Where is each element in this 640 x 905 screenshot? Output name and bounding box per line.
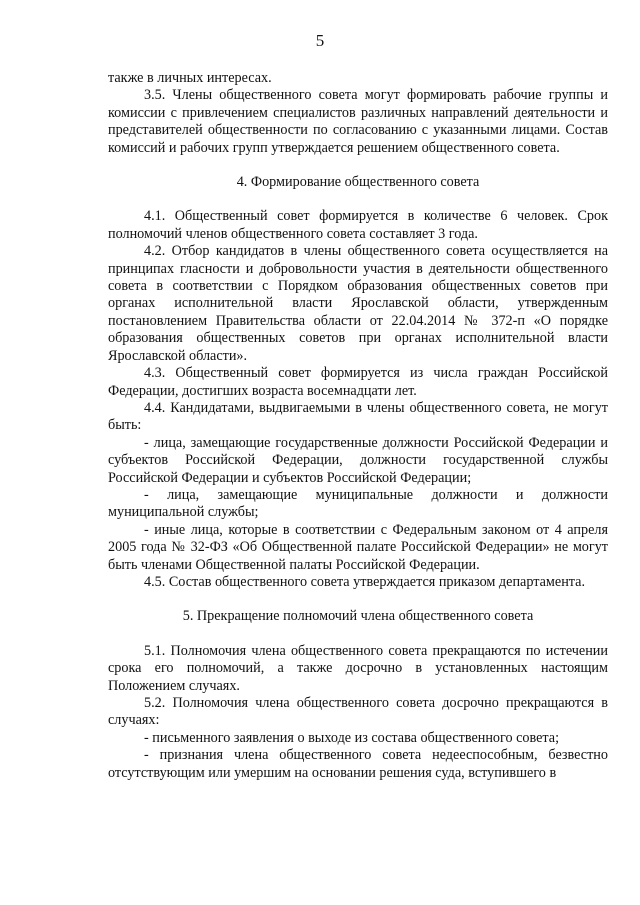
page-number: 5 [315,31,325,50]
paragraph-4-1: 4.1. Общественный совет формируется в количестве 6 человек. Срок полномочий членов общественного совета составляет 3 года. [108,208,608,242]
paragraph-4-3: 4.3. Общественный совет формируется из числа граждан Российской Федерации, достигших возраста восемнадцати лет. [108,365,608,399]
section-heading-4: 4. Формирование общественного совета [236,174,480,191]
document-body [108,70,608,782]
paragraph-continuation: также в личных интересах. [108,70,272,86]
list-item-state-positions: - лица, замещающие государственные должности Российской Федерации и субъектов Российской Федерации, должности государственной службы Российской Федерации и субъектов Российской Федерации; [108,434,608,486]
list-item-written-statement: - письменного заявления о выходе из состава общественного совета; [144,729,560,746]
list-item-municipal-positions: - лица, замещающие муниципальные должности и должности муниципальной службы; [108,486,608,521]
list-item-other-persons: - иные лица, которые в соответствии с Федеральным законом от 4 апреля 2005 года № 32-ФЗ «Об Общественной палате Российской Федерации» не могут быть членами Общественной палаты Российской Федерации. [108,521,608,573]
paragraph-5-1: 5.1. Полномочия члена общественного совета прекращаются по истечении срока его полномочий, а также досрочно в установленных настоящим Положением случаях. [108,642,608,694]
paragraph-4-2: 4.2. Отбор кандидатов в члены общественного совета осуществляется на принципах гласности и добровольности участия в деятельности общественного совета в соответствии с Порядком образования общественных советов при органах исполнительной власти Ярославской области, утвержденным постановлением Правительства области от 22.04.2014 № 372-п «О порядке образования общественных советов при органах исполнительной власти Ярославской области». [108,243,608,364]
list-item-incapacity: - признания члена общественного совета недееспособным, безвестно отсутствующим или умершим на основании решения суда, вступившего в [108,747,608,781]
paragraph-4-4: 4.4. Кандидатами, выдвигаемыми в члены общественного совета, не могут быть: [108,399,608,434]
paragraph-3-5: 3.5. Члены общественного совета могут формировать рабочие группы и комиссии с привлечением специалистов различных направлений деятельности и представителей общественности по согласованию с указанными лицами. Состав комиссий и рабочих групп утверждается решением общественного совета. [108,87,608,156]
paragraph-4-5: 4.5. Состав общественного совета утверждается приказом департамента. [144,573,586,590]
paragraph-5-2: 5.2. Полномочия члена общественного совета досрочно прекращаются в случаях: [108,695,608,729]
section-heading-5: 5. Прекращение полномочий члена общественного совета [182,608,534,625]
